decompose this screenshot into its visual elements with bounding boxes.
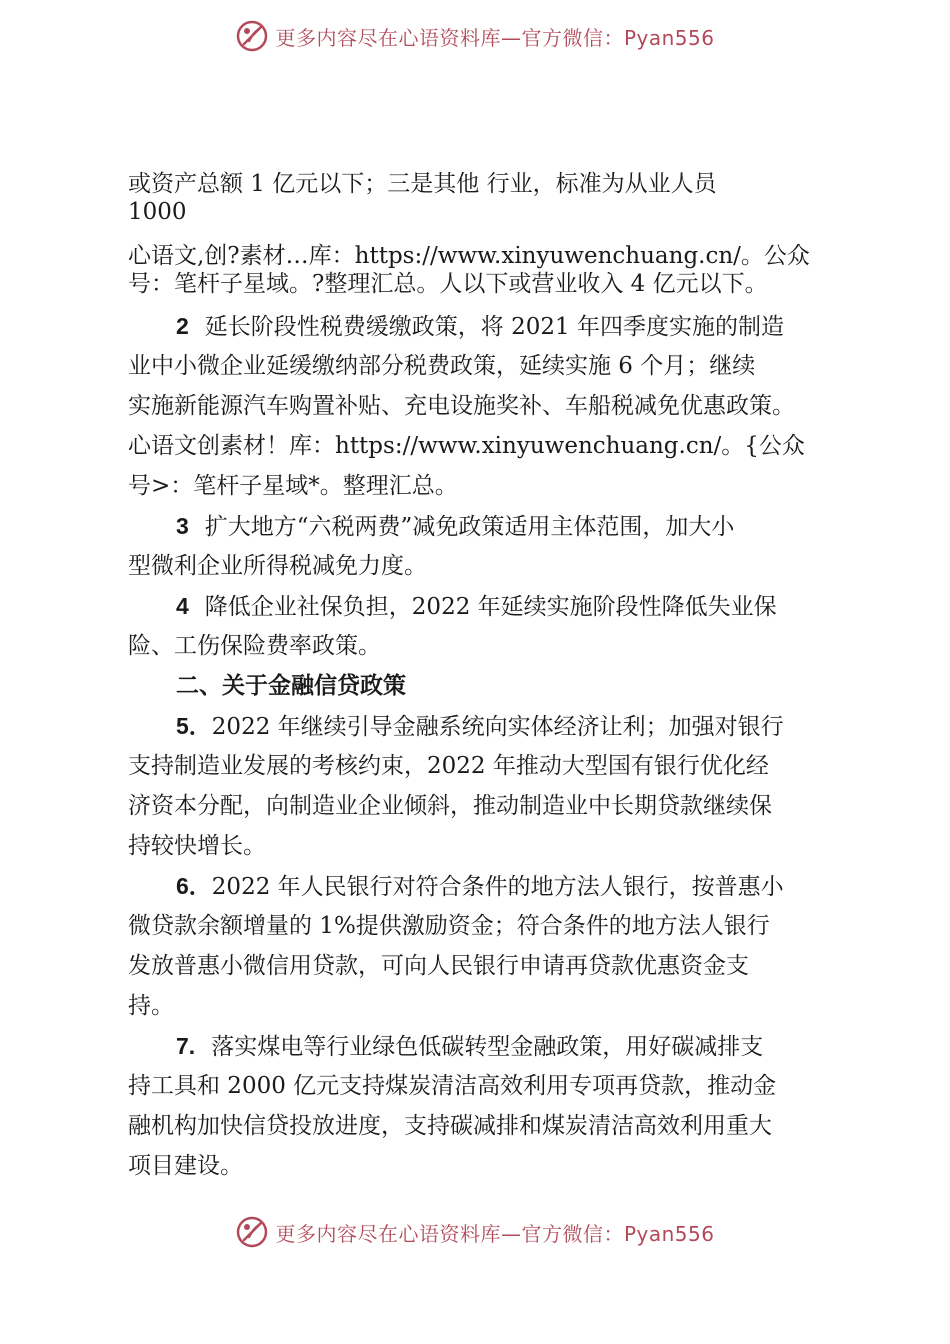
text-line: 项目建设。 bbox=[128, 1153, 243, 1179]
text-line: 融机构加快信贷投放进度，支持碳减排和煤炭清洁高效利用重大 bbox=[128, 1113, 772, 1139]
item-number: 7. bbox=[176, 1033, 196, 1059]
text-line: 心语文创素材！库：https://www.xinyuwenchuang.cn/。{公众 bbox=[128, 433, 805, 459]
text-line: 持。 bbox=[128, 993, 174, 1019]
text-line: 支持制造业发展的考核约束，2022 年推动大型国有银行优化经 bbox=[128, 753, 769, 779]
quill-logo-icon bbox=[235, 19, 269, 53]
text-line: 2022 年人民银行对符合条件的地方法人银行，按普惠小 bbox=[211, 874, 784, 900]
text-line: 济资本分配，向制造业企业倾斜，推动制造业中长期贷款继续保 bbox=[128, 793, 772, 819]
text-line: 2022 年继续引导金融系统向实体经济让利；加强对银行 bbox=[211, 714, 784, 740]
text-line: 持工具和 2000 亿元支持煤炭清洁高效利用专项再贷款，推动金 bbox=[128, 1073, 777, 1099]
text-line: 1000 bbox=[128, 199, 187, 225]
header-banner bbox=[0, 16, 950, 56]
text-line: 型微利企业所得税减免力度。 bbox=[128, 553, 427, 579]
document-body bbox=[128, 170, 868, 1186]
text-line: 降低企业社保负担，2022 年延续实施阶段性降低失业保 bbox=[204, 594, 777, 620]
text-line: 实施新能源汽车购置补贴、充电设施奖补、车船税减免优惠政策。 bbox=[128, 393, 795, 419]
text-line: 落实煤电等行业绿色低碳转型金融政策，用好碳减排支 bbox=[211, 1034, 764, 1060]
quill-logo-icon bbox=[235, 1215, 269, 1249]
list-item-5 bbox=[128, 706, 868, 866]
list-item-3 bbox=[128, 506, 868, 586]
item-number: 4 bbox=[176, 593, 189, 619]
list-item-7 bbox=[128, 1026, 868, 1186]
text-line: 微贷款余额增量的 1%提供激励资金；符合条件的地方法人银行 bbox=[128, 913, 770, 939]
text-line: 扩大地方“六税两费”减免政策适用主体范围，加大小 bbox=[204, 514, 735, 540]
text-line: 险、工伤保险费率政策。 bbox=[128, 633, 381, 659]
list-item-6 bbox=[128, 866, 868, 1026]
item-number: 3 bbox=[176, 513, 189, 539]
text-line: 心语文,创?素材…库：https://www.xinyuwenchuang.cn/。公众 bbox=[128, 243, 810, 269]
banner-text: 更多内容尽在心语资料库—官方微信：Pyan556 bbox=[275, 1221, 715, 1246]
text-line: 号：笔杆子星域。?整理汇总。人以下或营业收入 4 亿元以下。 bbox=[128, 271, 768, 297]
section-heading: 二、关于金融信贷政策 bbox=[176, 673, 406, 699]
banner-text: 更多内容尽在心语资料库—官方微信：Pyan556 bbox=[275, 25, 715, 50]
text-line: 延长阶段性税费缓缴政策，将 2021 年四季度实施的制造 bbox=[204, 314, 784, 340]
text-line: 持较快增长。 bbox=[128, 833, 266, 859]
list-item-4 bbox=[128, 586, 868, 666]
item-number: 5． bbox=[176, 713, 212, 739]
text-line: 或资产总额 1 亿元以下；三是其他 行业，标准为从业人员 bbox=[128, 171, 717, 197]
text-line: 号>：笔杆子星域*。整理汇总。 bbox=[128, 473, 458, 499]
item-number: 6． bbox=[176, 873, 212, 899]
text-line: 发放普惠小微信用贷款，可向人民银行申请再贷款优惠资金支 bbox=[128, 953, 749, 979]
item-number: 2 bbox=[176, 313, 189, 339]
text-line: 业中小微企业延缓缴纳部分税费政策，延续实施 6 个月；继续 bbox=[128, 353, 756, 379]
footer-banner bbox=[0, 1212, 950, 1252]
list-item-2 bbox=[128, 306, 868, 506]
